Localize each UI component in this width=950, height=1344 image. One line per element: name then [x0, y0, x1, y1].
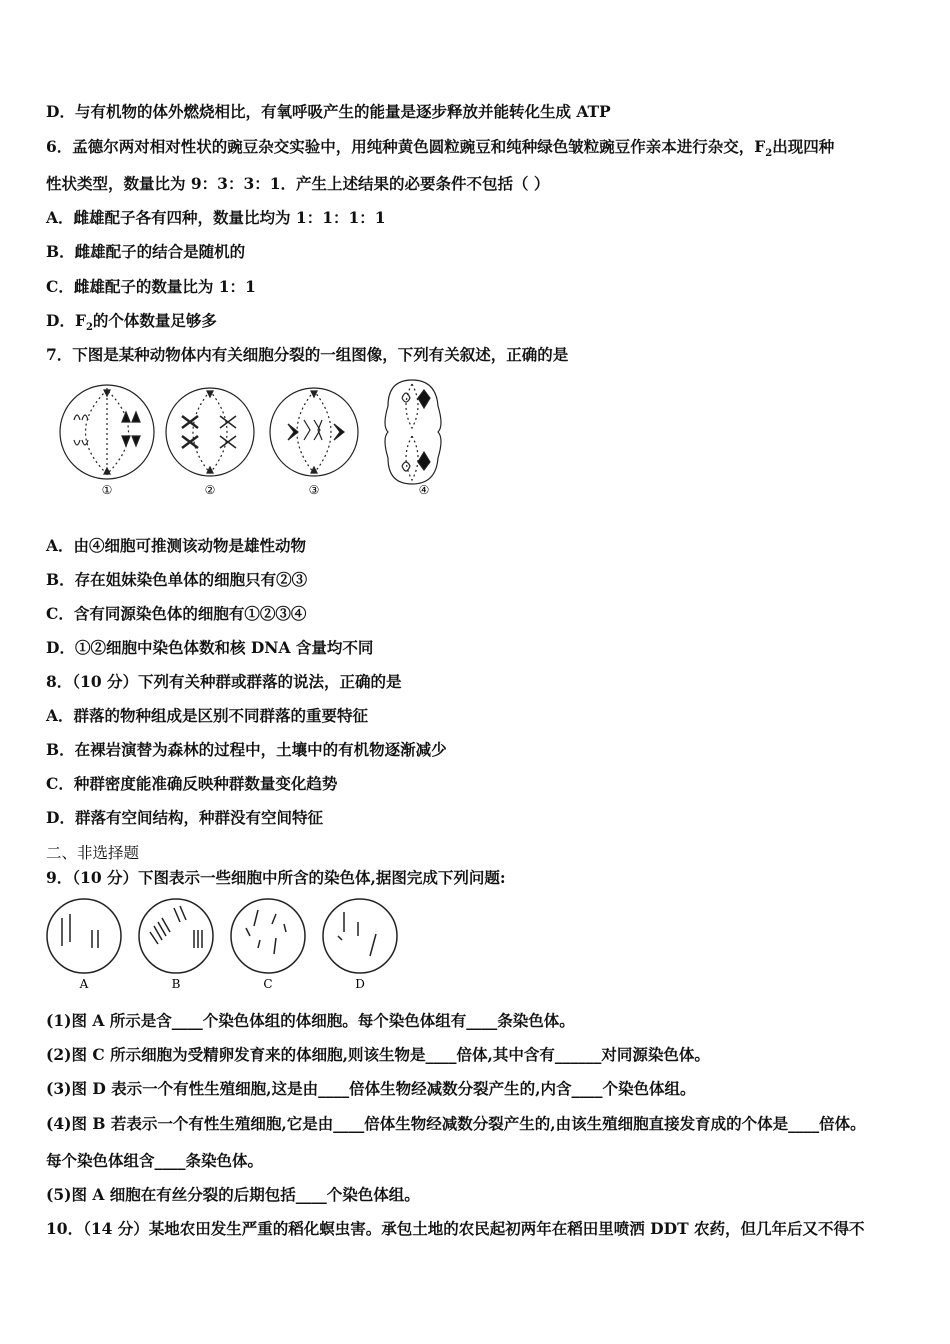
q7-option-d: D．①②细胞中染色体数和核 DNA 含量均不同: [46, 638, 374, 657]
q6-option-d-subscript: 2: [85, 322, 93, 334]
figure-label-3: ③: [308, 483, 320, 497]
figure-label-1: ①: [101, 483, 113, 497]
q8-option-b: B．在裸岩演替为森林的过程中，土壤中的有机物逐渐减少: [46, 740, 447, 759]
q6-stem-line2: 性状类型，数量比为 9：3：3：1．产生上述结果的必要条件不包括（ ）: [46, 174, 550, 193]
q8-option-c: C．种群密度能准确反映种群数量变化趋势: [46, 774, 338, 793]
q9-sub2: (2)图 C 所示细胞为受精卵发育来的体细胞,则该生物是____倍体,其中含有______对同源染色体。: [46, 1045, 710, 1064]
q8-stem: 8．（10 分）下列有关种群或群落的说法，正确的是: [46, 672, 402, 691]
q9-sub4-line2: 每个染色体组含____条染色体。: [46, 1151, 264, 1170]
q9-sub4-line1: (4)图 B 若表示一个有性生殖细胞,它是由____倍体生物经减数分裂产生的,由该生殖细胞直接发育成的个体是____倍体。: [46, 1114, 866, 1133]
q5-option-d: D．与有机物的体外燃烧相比，有氧呼吸产生的能量是逐步释放并能转化生成 ATP: [46, 102, 611, 121]
q10-stem: 10．（14 分）某地农田发生严重的稻化螟虫害。承包土地的农民起初两年在稻田里喷洒 DDT 农药，但几年后又不得不: [46, 1219, 865, 1238]
figure-label-c: C: [263, 977, 273, 991]
figure-label-a: A: [79, 977, 89, 991]
figure-label-4: ④: [418, 483, 430, 497]
q6-option-d-text-a: D．F: [46, 311, 86, 330]
q7-option-c: C．含有同源染色体的细胞有①②③④: [46, 604, 307, 623]
q6-option-d: [46, 310, 910, 339]
section-2-heading: 二、非选择题: [46, 844, 140, 862]
q6-stem-text-a: 6．孟德尔两对相对性状的豌豆杂交实验中，用纯种黄色圆粒豌豆和纯种绿色皱粒豌豆作亲本进行杂交，F: [46, 137, 766, 156]
q6-option-d-text-b: 的个体数量足够多: [92, 311, 217, 330]
q6-stem-text-b: 出现四种: [772, 137, 835, 156]
cell-4-membrane: [385, 380, 441, 484]
q6-option-a: A．雌雄配子各有四种，数量比均为 1：1：1：1: [46, 208, 386, 227]
cell-c-membrane: [231, 899, 305, 973]
q8-option-d: D．群落有空间结构，种群没有空间特征: [46, 808, 323, 827]
q8-option-a: A．群落的物种组成是区别不同群落的重要特征: [46, 706, 369, 725]
q6-stem-subscript: 2: [765, 148, 773, 160]
q9-sub3: (3)图 D 表示一个有性生殖细胞,这是由____倍体生物经减数分裂产生的,内含____个染色体组。: [46, 1079, 696, 1098]
q6-option-c: C．雌雄配子的数量比为 1：1: [46, 277, 256, 296]
q7-cell-division-figure: [52, 376, 472, 500]
cell-2-membrane: [166, 388, 254, 476]
q9-stem: 9．（10 分）下图表示一些细胞中所含的染色体,据图完成下列问题:: [46, 868, 506, 887]
cell-a-membrane: [47, 899, 121, 973]
q7-option-b: B．存在姐妹染色单体的细胞只有②③: [46, 570, 308, 589]
q9-chromosome-figure: [40, 896, 400, 996]
q6-option-b: B．雌雄配子的结合是随机的: [46, 242, 246, 261]
figure-label-d: D: [355, 977, 365, 991]
q7-stem: 7．下图是某种动物体内有关细胞分裂的一组图像，下列有关叙述，正确的是: [46, 345, 569, 364]
figure-label-b: B: [171, 977, 181, 991]
figure-label-2: ②: [204, 483, 216, 497]
q6-stem-line1: [46, 136, 910, 165]
q9-sub5: (5)图 A 细胞在有丝分裂的后期包括____个染色体组。: [46, 1185, 420, 1204]
q9-sub1: (1)图 A 所示是含____个染色体组的体细胞。每个染色体组有____条染色体。: [46, 1011, 575, 1030]
q7-option-a: A．由④细胞可推测该动物是雄性动物: [46, 536, 307, 555]
cell-d-membrane: [323, 899, 397, 973]
